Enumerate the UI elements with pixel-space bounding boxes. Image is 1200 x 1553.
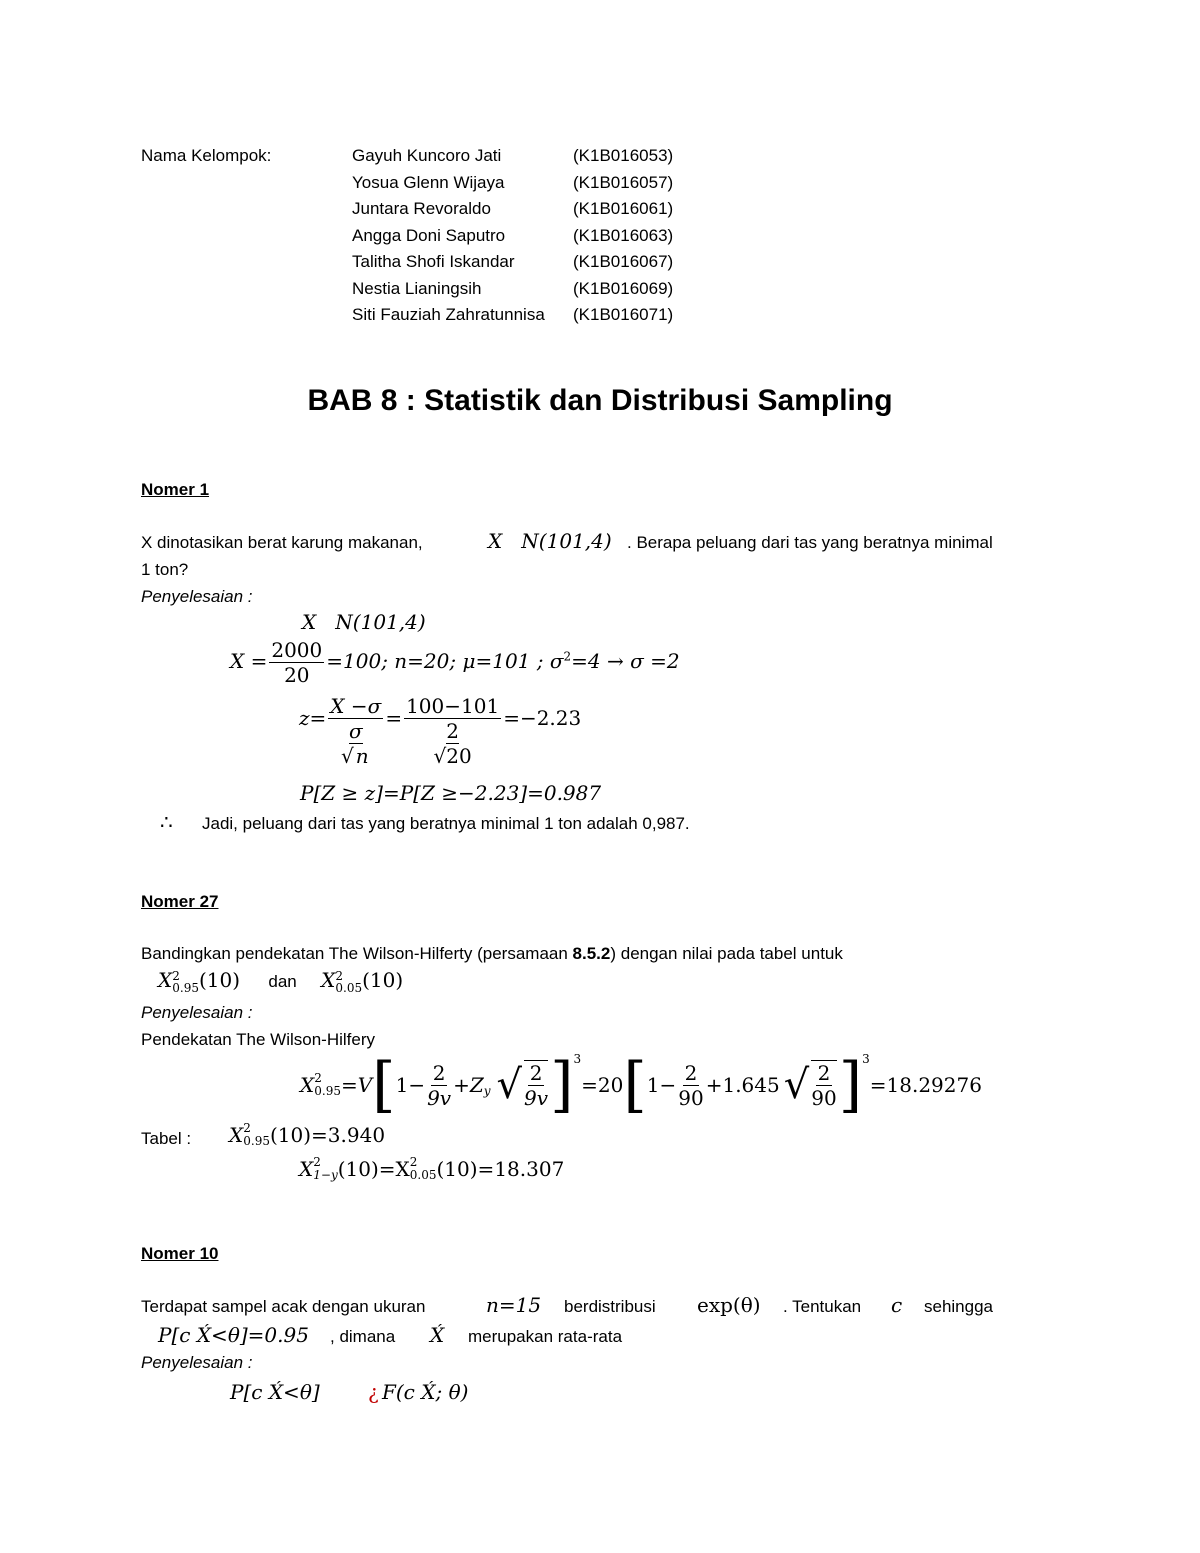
member-id: (K1B016071) — [573, 305, 674, 324]
s27-approx-label: Pendekatan The Wilson-Hilfery — [141, 1030, 376, 1049]
s10-eq1-b: F(c X́; θ) — [382, 1380, 469, 1404]
s1-eq3-lhs: z= — [299, 706, 327, 730]
s27-m2-sub: 0.05 — [335, 980, 363, 995]
t1-sup: 2 — [243, 1121, 251, 1135]
s27-question-bold: 8.5.2 — [572, 944, 611, 963]
s1-eq2-rest: =100; n=20; μ=101 ; σ — [326, 649, 564, 673]
s10-question-f: merupakan rata-rata — [468, 1327, 623, 1346]
s10-question-e: , dimana — [330, 1327, 396, 1346]
wh-d1: 9v — [427, 1085, 452, 1110]
s1-eq2-lhs: X = — [230, 649, 268, 673]
s10-question-b: berdistribusi — [564, 1297, 656, 1316]
member-name: Gayuh Kuncoro Jati — [352, 146, 502, 165]
s1-eq2-sup: 2 — [563, 649, 572, 664]
member-name: Siti Fauziah Zahratunnisa — [352, 305, 545, 324]
t2-sub: 1−y — [313, 1168, 338, 1182]
group-label: Nama Kelompok: — [141, 146, 272, 165]
s1-question-a: X dinotasikan berat karung makanan, — [141, 533, 423, 552]
member-name: Talitha Shofi Iskandar — [352, 252, 515, 271]
s27-wilson-hilferty-eq: X 2 0.95 =V [ 1− $\frac{2}{9v}$ +Z $_y$ √ $\frac{2}{9v}$ ] $^3$ =20 [ 1− $\frac{2}{90}$ +1.645 √ $\frac{2}{90}$ ] $^3$ =18.29276 — [300, 1050, 982, 1120]
wh-sub: 0.95 — [314, 1084, 341, 1098]
wh-sup: 2 — [314, 1071, 322, 1085]
s1-eq2-tail: =4 → σ =2 — [571, 649, 680, 673]
s1-eq3-eq: = — [385, 706, 403, 730]
member-id: (K1B016057) — [573, 172, 674, 192]
wh-eq20: =20 — [581, 1073, 624, 1097]
section-heading-10: Nomer 10 — [141, 1244, 219, 1263]
s1-eq3-den2: 2 — [446, 719, 459, 743]
wh-plus-z: +Z — [453, 1073, 484, 1097]
s10-solution-label: Penyelesaian : — [141, 1353, 253, 1372]
member-name: Yosua Glenn Wijaya — [352, 172, 505, 192]
s10-question-a: Terdapat sampel acak dengan ukuran — [141, 1297, 426, 1316]
t2-x: X — [299, 1157, 314, 1181]
page-title: BAB 8 : Statistik dan Distribusi Sampling — [307, 384, 893, 417]
s1-eq3-result: =−2.23 — [503, 706, 582, 730]
s1-eq3-sqrt1: n — [355, 744, 369, 768]
t2-sup2: 2 — [409, 1155, 418, 1169]
s1-eq3: z= X −σ σ √ n = 100−101 2 √20 =−2.23 — [299, 694, 582, 768]
t1-rest: (10)=3.940 — [269, 1123, 386, 1147]
member-name: Juntara Revoraldo — [352, 199, 491, 218]
t2-mid: (10)=X — [337, 1157, 410, 1181]
t2-sub2: 0.05 — [409, 1168, 437, 1182]
member-id: (K1B016067) — [573, 252, 674, 271]
member-name: Angga Doni Saputro — [352, 225, 506, 245]
tabel-eq2 — [299, 1156, 564, 1182]
s27-dan: dan — [268, 972, 297, 991]
section-heading-27: Nomer 27 — [141, 892, 219, 911]
s1-eq3-num1: X −σ — [330, 694, 382, 718]
wh-n2: 2 — [529, 1061, 543, 1085]
s1-eq2-den: 20 — [284, 663, 310, 687]
wh-d4: 90 — [811, 1086, 837, 1110]
s10-eq1: P[c X́<θ] — [230, 1380, 320, 1404]
s1-eq3-num2: 100−101 — [406, 694, 500, 718]
s1-eq2 — [230, 638, 680, 687]
section-heading-1: Nomer 1 — [141, 480, 210, 499]
s10-eq1-red-mark: ¿ — [368, 1380, 379, 1404]
s27-question — [141, 944, 843, 964]
wh-one-minus-b: 1− — [646, 1073, 677, 1097]
s27-question-a: Bandingkan pendekatan The Wilson-Hilferty (persamaan — [141, 944, 573, 963]
s10-question-d: sehingga — [924, 1297, 994, 1316]
wh-plus-1645: +1.645 — [705, 1073, 780, 1097]
member-id: (K1B016063) — [573, 225, 674, 245]
s1-eq2-num: 2000 — [271, 638, 323, 662]
s10-exp: exp(θ) — [697, 1293, 761, 1317]
s1-question-b: . Berapa peluang dari tas yang beratnya minimal — [627, 533, 993, 552]
therefore-symbol: ∴ — [160, 812, 173, 834]
s27-m1-arg: (10) — [198, 968, 241, 992]
wh-result: =18.29276 — [869, 1073, 982, 1097]
t1-sub: 0.95 — [243, 1134, 270, 1148]
s1-question-math: X N(101,4) — [488, 529, 612, 553]
wh-eq: =V — [340, 1073, 373, 1097]
s10-c: c — [891, 1293, 903, 1317]
s1-solution-label: Penyelesaian : — [141, 587, 253, 606]
wh-d2: 9v — [524, 1086, 549, 1110]
tabel-eq1 — [229, 1122, 385, 1148]
wh-d3: 90 — [678, 1085, 704, 1110]
s27-question-math — [158, 968, 403, 994]
tabel-label: Tabel : — [141, 1129, 192, 1148]
s27-m2-arg: (10) — [362, 968, 404, 992]
s27-solution-label: Penyelesaian : — [141, 1003, 253, 1022]
wh-n1: 2 — [432, 1060, 446, 1085]
s10-n: n=15 — [486, 1293, 542, 1317]
s1-conclusion: Jadi, peluang dari tas yang beratnya minimal 1 ton adalah 0,987. — [202, 814, 690, 833]
s10-question-c: . Tentukan — [783, 1297, 862, 1316]
s1-eq4: P[Z ≥ z]=P[Z ≥−2.23]=0.987 — [300, 781, 602, 805]
member-id: (K1B016069) — [573, 278, 674, 298]
member-name: Nestia Lianingsih — [352, 278, 482, 298]
t2-rest: (10)=18.307 — [436, 1157, 565, 1181]
s27-question-b: ) dengan nilai pada tabel untuk — [610, 944, 843, 963]
s27-m1-x: X — [158, 968, 173, 992]
s1-eq3-sqrt2: 20 — [446, 744, 472, 768]
s27-m2-x: X — [321, 968, 336, 992]
wh-x: X — [300, 1073, 315, 1097]
wh-one-minus: 1− — [395, 1073, 426, 1097]
s10-xbar: X́ — [430, 1323, 445, 1347]
s27-m2-sup: 2 — [335, 968, 344, 983]
wh-n3: 2 — [684, 1060, 698, 1085]
s10-eq: P[c X́<θ]=0.95 — [158, 1323, 309, 1347]
member-id: (K1B016061) — [573, 199, 674, 218]
s27-m1-sub: 0.95 — [172, 980, 199, 995]
member-id: (K1B016053) — [573, 146, 674, 165]
s1-eq1: X N(101,4) — [302, 610, 426, 634]
s1-question-c: 1 ton? — [141, 560, 189, 579]
t1-x: X — [229, 1123, 244, 1147]
wh-n4: 2 — [817, 1061, 831, 1085]
t2-sup: 2 — [313, 1155, 321, 1169]
s1-eq3-den1: σ — [348, 719, 363, 743]
s27-m1-sup: 2 — [172, 968, 180, 983]
